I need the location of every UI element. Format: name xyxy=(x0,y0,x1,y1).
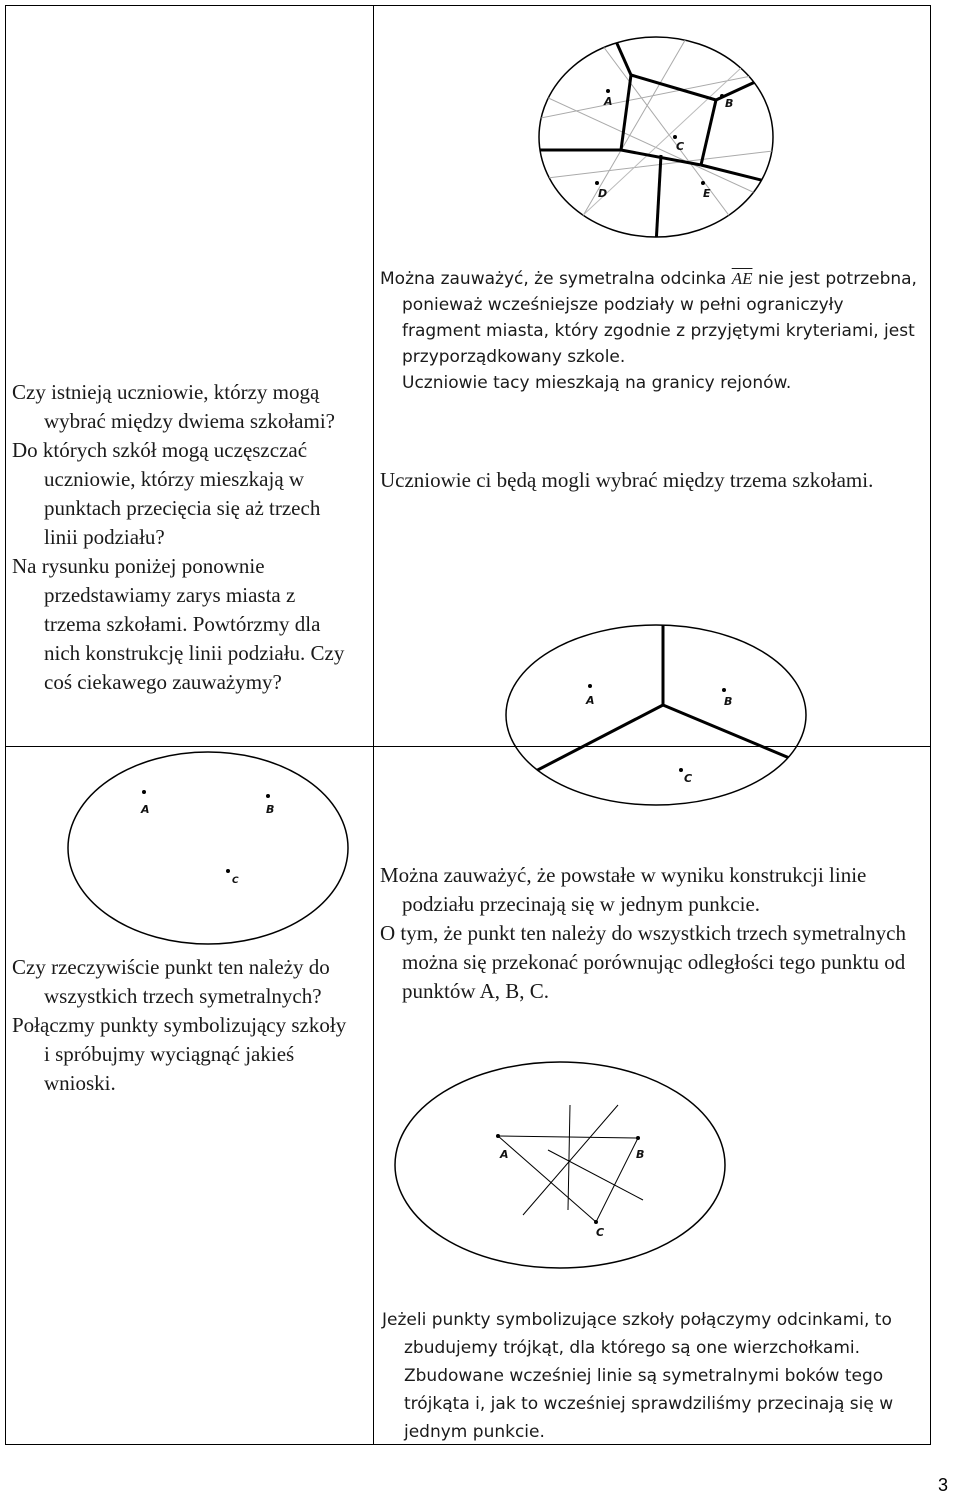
figure-label-c: C xyxy=(676,140,685,153)
page-number: 3 xyxy=(937,1475,948,1495)
three-schools-division-figure xyxy=(498,610,818,810)
column-divider xyxy=(373,6,374,1444)
instruction-redraw: Na rysunku poniżej ponownie przedstawiamy zarys miasta z trzema szkołami. Powtórzmy dla nich konstrukcję linii podziału. Czy coś ciekawego zauważymy? xyxy=(12,554,345,694)
segment-ae: $\overline{AE}$ xyxy=(731,269,753,288)
triangle-bisectors-figure xyxy=(388,1050,748,1275)
observation-common-point: Można zauważyć, że powstałe w wyniku konstrukcji linie podziału przecinają się w jednym punkcie. xyxy=(380,863,867,916)
question-two-schools: Czy istnieją uczniowie, którzy mogą wybrać między dwiema szkołami? xyxy=(12,380,335,433)
bottom-right-text xyxy=(380,861,920,1006)
figure3-label-a: A xyxy=(141,803,150,816)
figure4-label-b: B xyxy=(636,1148,645,1161)
distance-comparison-note: O tym, że punkt ten należy do wszystkich trzech symetralnych można się przekonać porównując odległości tego punktu od punktów A, B, C. xyxy=(380,921,907,1003)
question-intersection: Do których szkół mogą uczęszczać uczniowie, którzy mieszkają w punktach przecięcia się aż trzech linii podziału? xyxy=(12,438,321,549)
figure-label-e: E xyxy=(703,187,711,200)
top-right-text xyxy=(380,266,920,396)
conclusion-paragraph: Jeżeli punkty symbolizujące szkoły połączymy odcinkami, to zbudujemy trójkąt, dla którego są one wierzchołkami. Zbudowane wcześniej linie są symetralnymi boków tego trójkąta i, jak to wcześniej sprawdziliśmy przecinają się w jednym punkcie. xyxy=(382,1310,894,1442)
figure2-label-c: C xyxy=(684,772,693,785)
figure2-label-b: B xyxy=(724,695,733,708)
figure-label-a: A xyxy=(604,95,613,108)
figure4-label-c: C xyxy=(596,1226,605,1239)
instruction-connect-points: Połączmy punkty symbolizujący szkoły i spróbujmy wyciągnąć jakieś wnioski. xyxy=(12,1013,347,1095)
top-left-text xyxy=(12,378,357,697)
figure3-label-c: C xyxy=(232,876,239,886)
three-schools-note xyxy=(380,466,920,495)
figure-label-b: B xyxy=(725,97,734,110)
conclusion-text xyxy=(382,1306,902,1446)
figure4-label-a: A xyxy=(500,1148,509,1161)
voronoi-five-schools-figure xyxy=(531,30,781,245)
border-note: Uczniowie tacy mieszkają na granicy rejonów. xyxy=(402,373,792,393)
observation-ae-paragraph xyxy=(380,266,920,370)
bottom-left-text xyxy=(12,953,357,1098)
figure3-label-b: B xyxy=(266,803,275,816)
observation-ae-text: Można zauważyć, że symetralna odcinka xyxy=(380,269,727,289)
figure2-label-a: A xyxy=(586,694,595,707)
figure-label-d: D xyxy=(598,187,608,200)
three-schools-text: Uczniowie ci będą mogli wybrać między trzema szkołami. xyxy=(380,468,874,492)
three-schools-outline-figure xyxy=(58,745,358,950)
question-point-membership: Czy rzeczywiście punkt ten należy do wszystkich trzech symetralnych? xyxy=(12,955,330,1008)
observation-ae-continuation: nie jest potrzebna, ponieważ wcześniejsze podziały w pełni ograniczyły fragment miasta, który zgodnie z przyjętymi kryteriami, jest przyporządkowany szkole. xyxy=(402,269,917,367)
